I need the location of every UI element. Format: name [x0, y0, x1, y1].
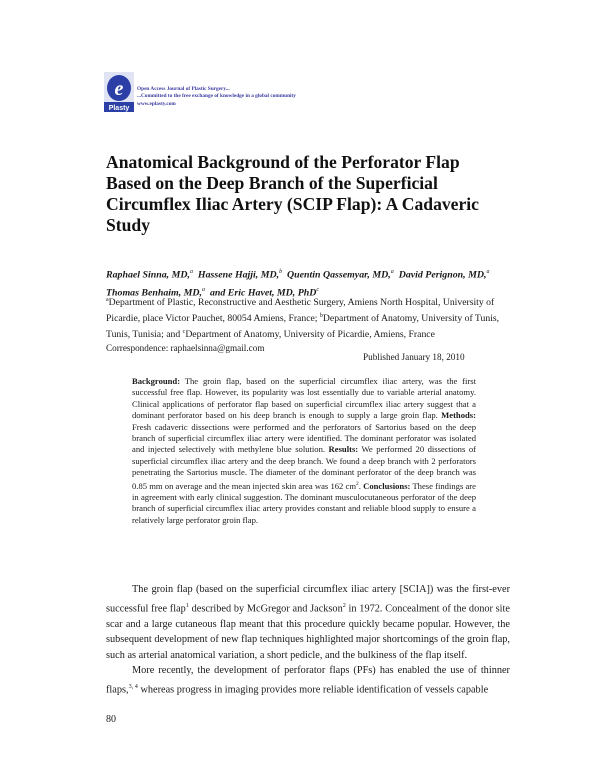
author: Thomas Benhaim, MD, — [106, 287, 203, 299]
author: Quentin Qassemyar, MD, — [287, 269, 391, 281]
correspondence: Correspondence: raphaelsinna@gmail.com — [106, 343, 265, 353]
logo-word: Plasty — [108, 105, 130, 112]
article-title: Anatomical Background of the Perforator Flap Based on the Deep Branch of the Superficial Circumflex Iliac Artery (SCIP Flap): A Cadaveric Study — [106, 152, 479, 235]
abstract-background: The groin flap, based on the superficial circumflex iliac artery, was the first successful free flap. However, its popularity was lost essentially due to variable arterial anatomy. Clinical applications of perforator flap based on superficial circumflex iliac artery suggest that a dominant perforator based on his deep branch is enough to supply a large groin flap. — [132, 376, 476, 421]
abstract-background-label: Background: — [132, 376, 181, 386]
journal-tagline — [137, 86, 296, 108]
body-text — [106, 582, 510, 698]
journal-line-1: Open Access Journal of Plastic Surgery... — [137, 86, 230, 92]
author: Raphael Sinna, MD, — [106, 269, 190, 281]
author: David Perignon, MD, — [398, 269, 487, 281]
body-paragraph: The groin flap (based on the superficial circumflex iliac artery [SCIA]) was the first-ever successful free flap$^1$ described by McGregor and Jackson$^2$ in 1972. Concealment of the donor site scar and a large cutaneous flap meant that this procedure quickly became popular. However, the subsequent development of new flap techniques highlighted major shortcomings of the groin flap, such as arterial anatomical variation, a short pedicle, and the bulkiness of the flap itself. — [106, 584, 510, 661]
affiliations: $^a$Department of Plastic, Reconstructive and Aesthetic Surgery, Amiens North Hospital, University of Picardie, place Victor Pauchet, 80054 Amiens, France; $^b$Department of Anatomy, University of Tunis, Tunis, Tunisia; and $^c$Department of Anatomy, University of Picardie, Amiens, France — [106, 297, 500, 341]
logo-letter: e — [114, 78, 124, 100]
abstract-results-label: Results: — [328, 444, 359, 455]
abstract-conclusions: These findings are in agreement with early clinical suggestion. The dominant musculocutaneous perforator of the deep branch of superficial circumflex iliac artery provides constant and reliable blood supply to ensure a relatively large perforator groin flap. — [132, 480, 476, 525]
affiliation-b: Department of Anatomy, University of Tunis, Tunis, Tunisia; and — [106, 313, 500, 341]
affiliation-a: Department of Plastic, Reconstructive and Aesthetic Surgery, Amiens North Hospital, University of Picardie, place Victor Pauchet, 80054 Amiens, France; — [106, 297, 495, 325]
eplasty-logo — [104, 72, 134, 112]
abstract: Background: The groin flap, based on the superficial circumflex iliac artery, was the first successful free flap. However, its popularity was lost essentially due to variable arterial anatomy. Clinical applications of perforator flap based on superficial circumflex iliac artery suggest that a dominant perforator based on his deep branch is enough to supply a large groin flap. Methods: Fresh cadaveric dissections were performed and the perforators of Sartorius based on the deep branch of superficial circumflex iliac artery were identified. The dominant perforator was isolated and injected selectively with methylene blue solution. Results: We performed 20 dissections of superficial circumflex iliac artery and the deep branch. We found a deep branch with 2 perforators penetrating the Sartorius muscle. The diameter of the dominant perforator of the deep branch was 0.85 mm on average and the mean injected skin area was 162 $cm^2$. Conclusions: These findings are in agreement with early clinical suggestion. The dominant musculocutaneous perforator of the deep branch of superficial circumflex iliac artery provides constant and reliable blood supply to ensure a relatively large perforator groin flap. — [132, 376, 476, 525]
body-paragraph: More recently, the development of perforator flaps (PFs) has enabled the use of thinner flaps,$^{3, 4}$ whereas progress in imaging provides more reliable identification of vessels capable — [106, 665, 510, 696]
page-number: 80 — [106, 714, 116, 725]
affiliation-c: Department of Anatomy, University of Picardie, Amiens, France — [185, 329, 435, 341]
published-date: Published January 18, 2010 — [363, 352, 465, 362]
journal-url[interactable]: www.eplasty.com — [137, 100, 176, 107]
abstract-methods-label: Methods: — [441, 410, 476, 421]
abstract-methods: Fresh cadaveric dissections were performed and the perforators of Sartorius based on the deep branch of superficial circumflex iliac artery were identified. The dominant perforator was isolated and injected selectively with methylene blue solution. — [132, 421, 476, 455]
author: Hassene Hajji, MD, — [197, 269, 280, 281]
journal-line-2: ...Committed to the free exchange of knowledge in a global community — [137, 93, 296, 100]
abstract-results: We performed 20 dissections of superficial circumflex iliac artery and the deep branch. We found a deep branch with 2 perforators penetrating the Sartorius muscle. The diameter of the dominant perforator of the deep branch was 0.85 mm on average and the mean injected skin area was 162 cm — [132, 444, 476, 491]
author-list: Raphael Sinna, MD,$^a$ Hassene Hajji, MD,$^b$ Quentin Qassemyar, MD,$^a$ David Perignon, MD,$^a$ Thomas Benhaim, MD,$^a$ and Eric Havet, MD, PhD$^c$ — [106, 269, 490, 299]
abstract-conclusions-label: Conclusions: — [363, 480, 411, 491]
author: and Eric Havet, MD, PhD — [209, 287, 317, 299]
